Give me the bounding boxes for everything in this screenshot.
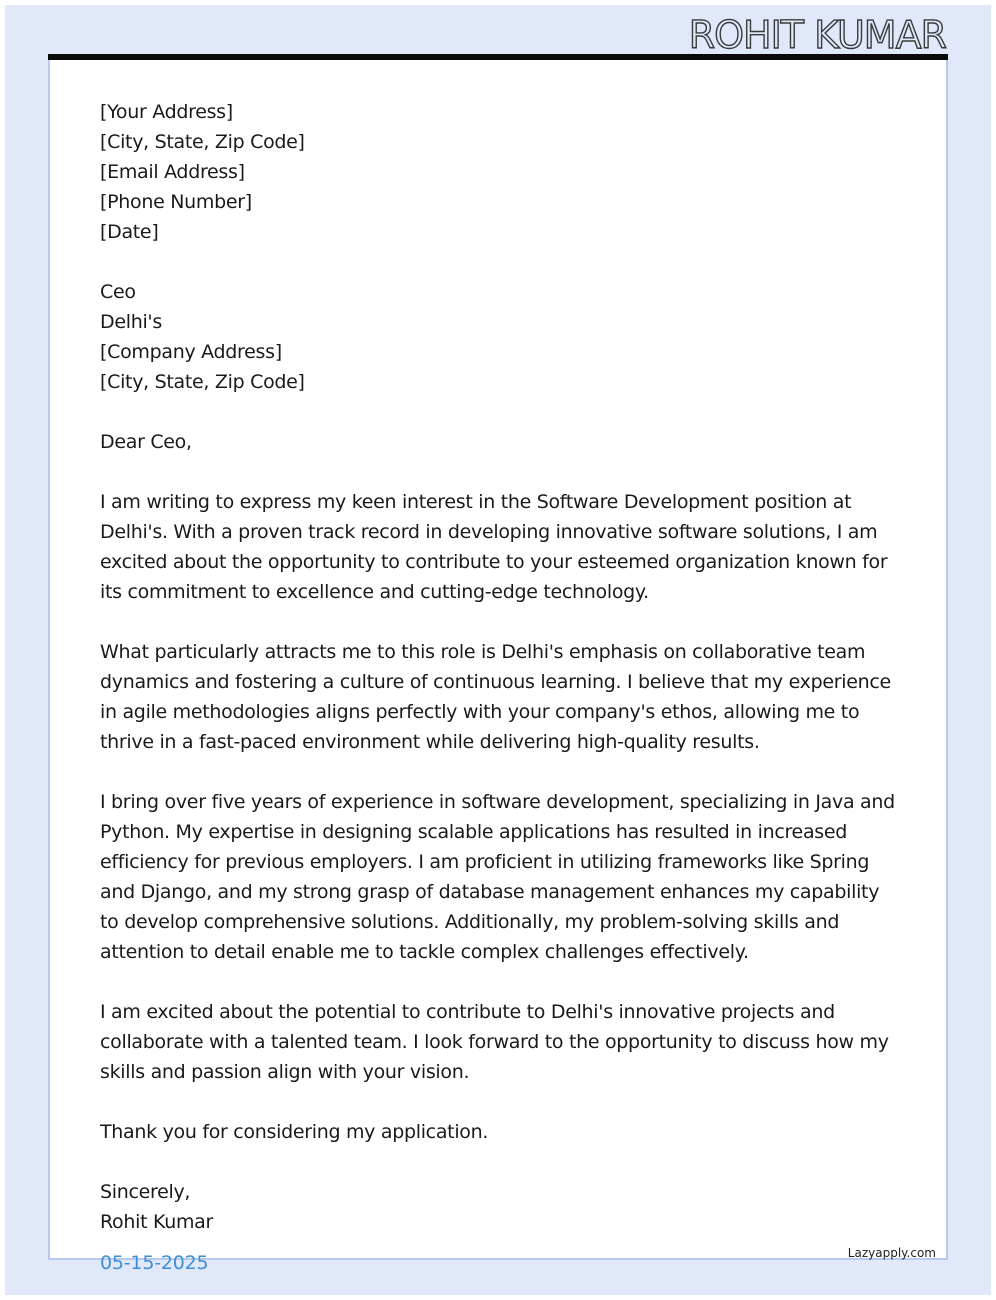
paragraph-experience: I bring over five years of experience in software development, specializing in Java and Python. My expertise in designing scalable applications has resulted in increased efficiency for previous employers. I am proficient in utilizing frameworks like Spring and Django, and my strong grasp of database management enhances my capability to develop comprehensive solutions. Additionally, my problem-solving skills and attention to detail enable me to tackle complex challenges effectively. [100,791,895,963]
signature-name: Rohit Kumar [100,1211,214,1233]
paragraph-thanks: Thank you for considering my application. [100,1121,489,1143]
paragraph-intro: I am writing to express my keen interest in the Software Development position at Delhi's. With a proven track record in developing innovative software solutions, I am excited about the opportunity to contribute to your esteemed organization known for its commitment to excellence and cutting-edge technology. [100,491,888,603]
recipient-company: Delhi's [100,311,162,333]
recipient-block [100,277,900,397]
paragraph-motivation: What particularly attracts me to this role is Delhi's emphasis on collaborative team dynamics and fostering a culture of continuous learning. I believe that my experience in agile methodologies aligns perfectly with your company's ethos, allowing me to thrive in a fast-paced environment while delivering high-quality results. [100,641,891,753]
sender-email: [Email Address] [100,161,245,183]
sender-phone: [Phone Number] [100,191,252,213]
recipient-title: Ceo [100,281,136,303]
sender-block [100,97,900,247]
salutation: Dear Ceo, [100,431,192,453]
paragraph-closing: I am excited about the potential to contribute to Delhi's innovative projects and collaborate with a talented team. I look forward to the opportunity to discuss how my skills and passion align with your vision. [100,1001,889,1083]
header-name: ROHIT KUMAR [688,13,946,57]
recipient-address: [Company Address] [100,341,282,363]
brand-link[interactable]: Lazyapply.com [847,1246,936,1260]
letter-body [100,97,900,1237]
sender-city-state-zip: [City, State, Zip Code] [100,131,305,153]
recipient-city-state-zip: [City, State, Zip Code] [100,371,305,393]
footer-date: 05-15-2025 [100,1252,209,1274]
sender-address: [Your Address] [100,101,233,123]
sign-off: Sincerely, [100,1181,191,1203]
sender-date: [Date] [100,221,159,243]
